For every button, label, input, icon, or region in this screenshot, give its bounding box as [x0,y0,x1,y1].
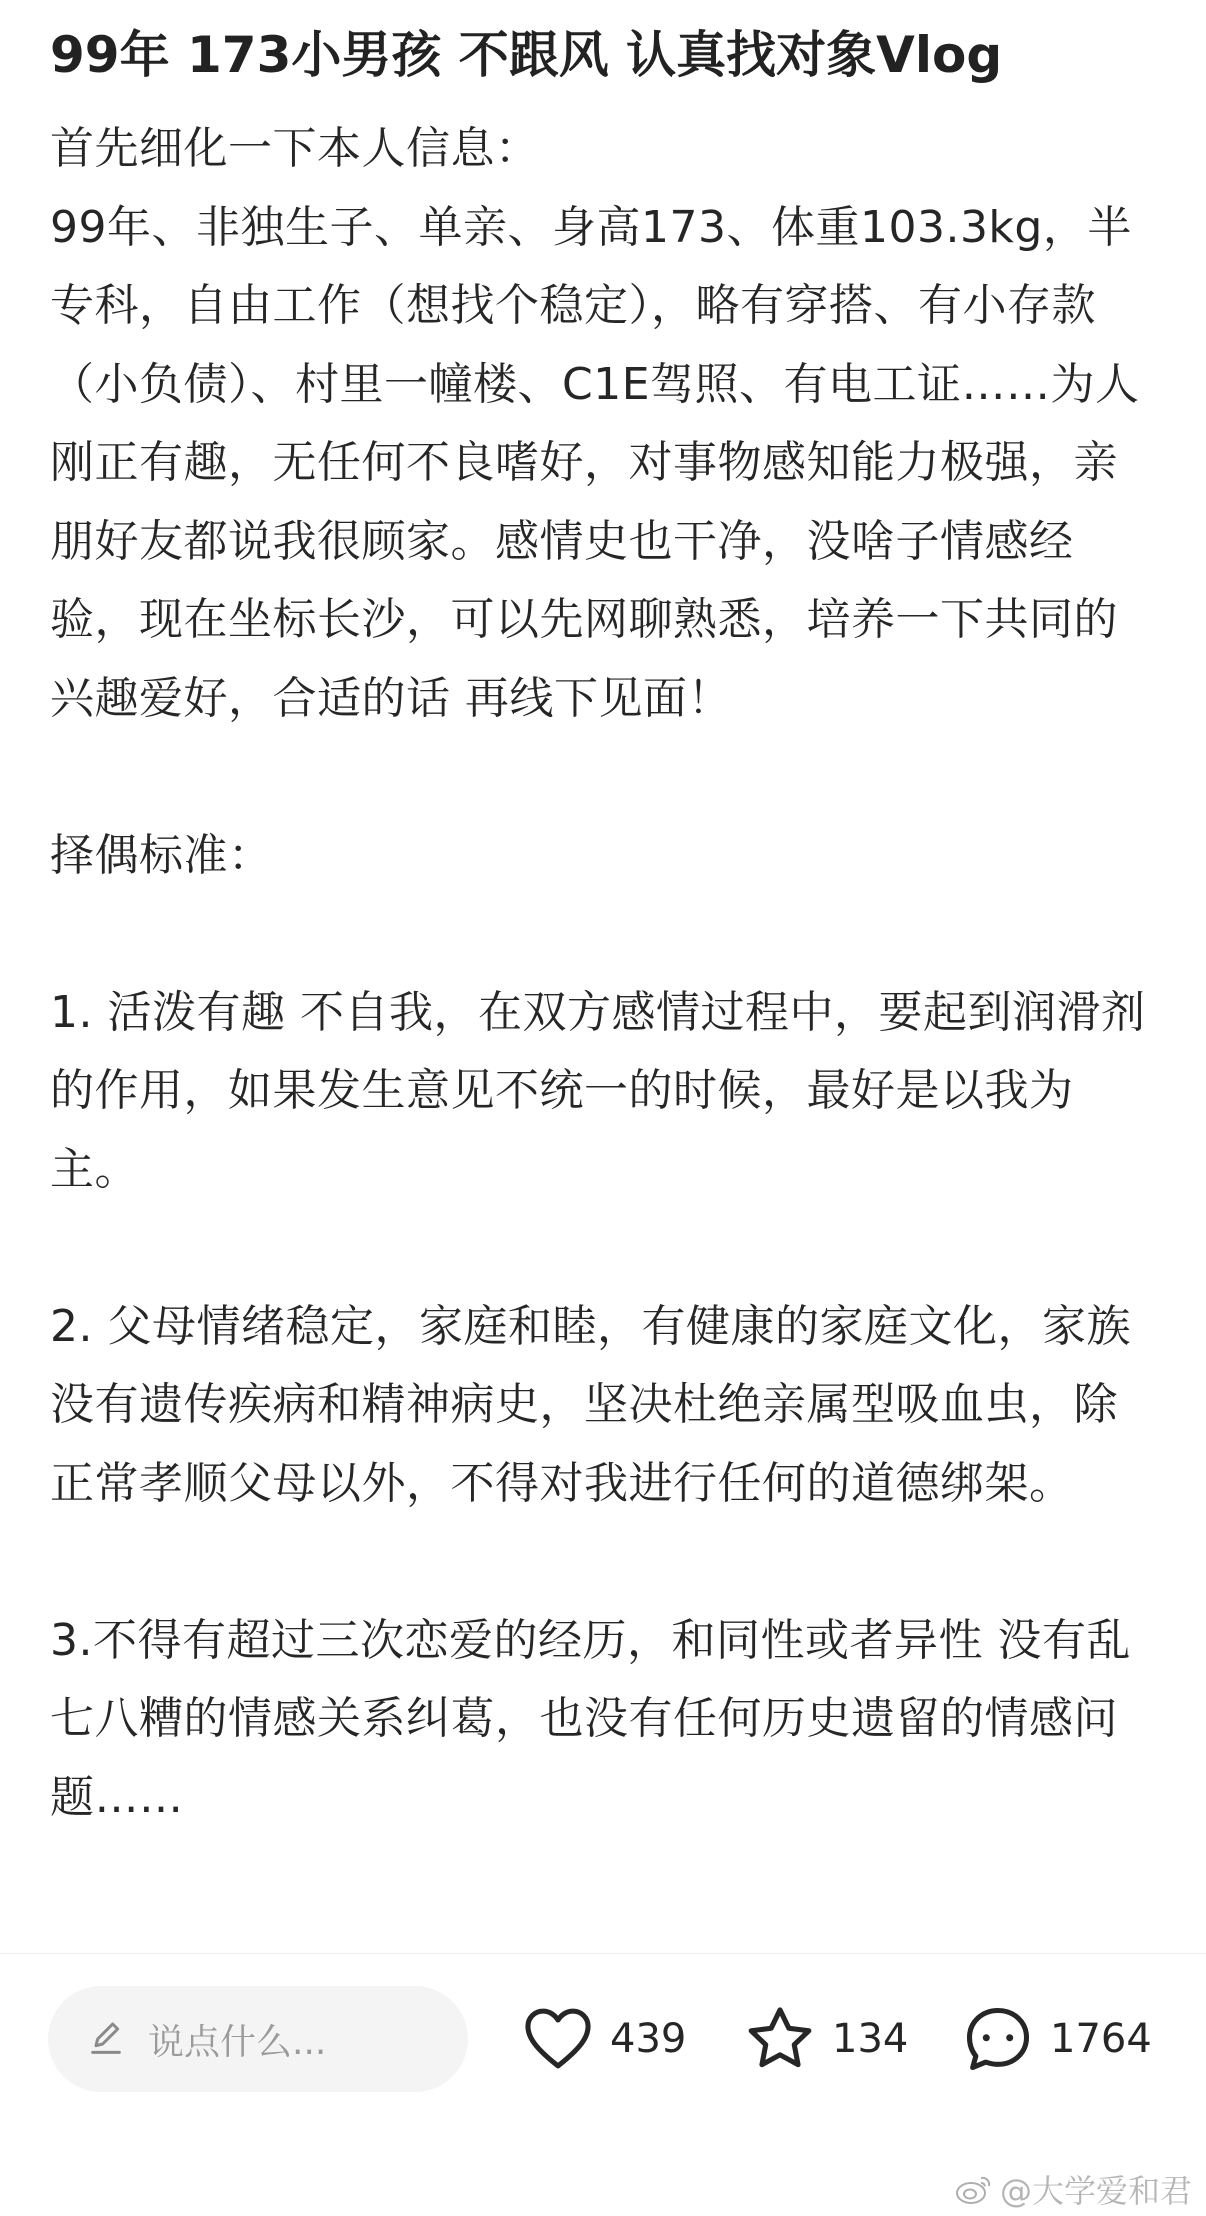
post-paragraph: 2. 父母情绪稳定，家庭和睦，有健康的家庭文化，家族没有遗传疾病和精神病史，坚决杜绝亲属型吸血虫，除正常孝顺父母以外，不得对我进行任何的道德绑架。 [50,1300,1131,1509]
comment-button[interactable] [960,1986,1152,2092]
post-title: 99年 173小男孩 不跟风 认真找对象Vlog [50,26,1003,84]
weibo-logo-icon [954,2172,994,2206]
post-paragraph: 3.不得有超过三次恋爱的经历，和同性或者异性 没有乱七八糟的情感关系纠葛，也没有任何历史遗留的情感问题…… [50,1614,1131,1823]
pencil-icon [86,2019,126,2059]
watermark [954,2166,1192,2212]
post-paragraph [50,895,1160,974]
comment-input[interactable] [48,1986,468,2092]
post-body [50,110,1160,1837]
heart-icon [520,2001,596,2077]
post-content [50,0,1160,1837]
bottom-action-bar [0,1953,1206,2134]
post-paragraph [50,1523,1160,1602]
chat-bubble-icon [960,2001,1036,2077]
post-paragraph: 99年、非独生子、单亲、身高173、体重103.3kg，半专科，自由工作（想找个稳定），略有穿搭、有小存款（小负债）、村里一幢楼、C1E驾照、有电工证……为人刚正有趣，无任何不良嗜好，对事物感知能力极强，亲朋好友都说我很顾家。感情史也干净，没啥子情感经验，现在坐标长沙，可以先网聊熟悉，培养一下共同的兴趣爱好，合适的话 再线下见面！ [50,201,1140,724]
star-icon [742,2001,818,2077]
favorite-button[interactable] [742,1986,908,2092]
like-count: 439 [610,2016,687,2062]
like-button[interactable] [520,1986,686,2092]
post-paragraph: 1. 活泼有趣 不自我，在双方感情过程中，要起到润滑剂的作用，如果发生意见不统一的时候，最好是以我为主。 [50,986,1146,1195]
post-paragraph [50,738,1160,817]
post-paragraph: 首先细化一下本人信息： [50,123,540,174]
favorite-count: 134 [832,2016,909,2062]
watermark-text: @大学爱和君 [999,2172,1192,2210]
post-paragraph: 择偶标准： [50,829,273,881]
comment-count: 1764 [1050,2016,1152,2062]
post-paragraph [50,1209,1160,1288]
comment-placeholder: 说点什么... [148,2021,327,2063]
